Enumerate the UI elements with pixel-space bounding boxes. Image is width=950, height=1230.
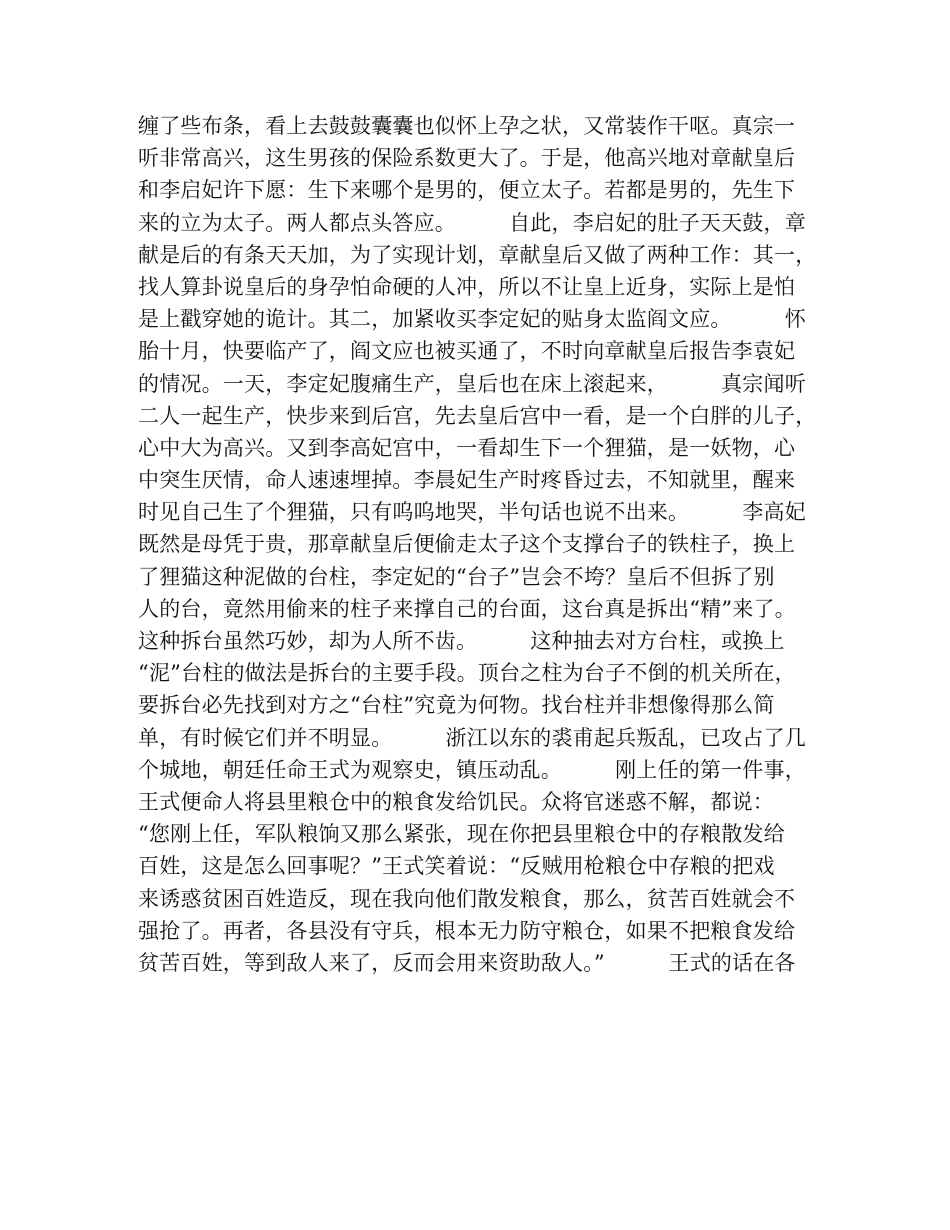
text-line-1: 缠了些布条，看上去鼓鼓囊囊也似怀上孕之状，又常装作干呕。真宗一 [138,114,796,138]
text-line-19: 要拆台必先找到对方之“台柱”究竟为何物。找台柱并非想像得那么简 [138,693,775,718]
text-line-27: 贫苦百姓，等到敌人来了，反而会用来资助敌人。” 王式的话在各 [138,950,796,975]
text-line-11: 心中大为高兴。又到李高妃宫中，一看却生下一个狸猫，是一妖物，心 [138,435,796,460]
text-line-9: 的情况。一天，李定妃腹痛生产，皇后也在床上滚起来， 真宗闻听 [138,371,806,396]
text-line-7: 是上戳穿她的诡计。其二，加紧收买李定妃的贴身太监阎文应。 怀 [138,307,806,332]
text-line-2: 听非常高兴，这生男孩的保险系数更大了。于是，他高兴地对章献皇后 [138,146,796,171]
text-line-4: 来的立为太子。两人都点头答应。 自此，李启妃的肚子天天鼓，章 [138,210,806,235]
text-line-5: 献是后的有条天天加，为了实现计划，章献皇后又做了两种工作：其一， [138,242,817,267]
text-line-10: 二人一起生产，快步来到后宫，先去皇后宫中一看，是一个白胖的儿子， [138,403,817,428]
text-line-23: “您刚上任，军队粮饷又那么紧张，现在你把县里粮仓中的存粮散发给 [138,822,785,847]
text-line-20: 单，有时候它们并不明显。 浙江以东的裘甫起兵叛乱，已攻占了几 [138,725,806,750]
text-line-16: 人的台，竟然用偷来的柱子来撑自己的台面，这台真是拆出“精”来了。 [138,596,796,621]
text-line-15: 了狸猫这种泥做的台柱，李定妃的“台子”岂会不垮？皇后不但拆了别 [138,564,775,589]
text-line-18: “泥”台柱的做法是拆台的主要手段。顶台之柱为台子不倒的机关所在， [138,661,796,686]
text-line-25: 来诱惑贫困百姓造反，现在我向他们散发粮食，那么，贫苦百姓就会不 [138,886,796,911]
text-line-26: 强抢了。再者，各县没有守兵，根本无力防守粮仓，如果不把粮食发给 [138,918,796,943]
text-line-8: 胎十月，快要临产了，阎文应也被买通了，不时向章献皇后报告李袁妃 [138,339,796,364]
text-line-6: 找人算卦说皇后的身孕怕命硬的人冲，所以不让皇上近身，实际上是怕 [138,274,796,299]
text-line-17: 这种拆台虽然巧妙，却为人所不齿。 这种抽去对方台柱，或换上 [138,629,785,653]
text-line-21: 个城地，朝廷任命王式为观察史，镇压动乱。 刚上任的第一件事， [138,757,806,782]
text-line-24: 百姓，这是怎么回事呢？”王式笑着说：“反贼用枪粮仓中存粮的把戏 [138,854,775,879]
text-line-22: 王式便命人将县里粮仓中的粮食发给饥民。众将官迷惑不解，都说： [138,789,774,814]
text-line-3: 和李启妃许下愿：生下来哪个是男的，便立太子。若都是男的，先生下 [138,178,796,203]
body-text [138,110,838,979]
text-line-12: 中突生厌情，命人速速埋掉。李晨妃生产时疼昏过去，不知就里，醒来 [138,468,796,493]
text-line-13: 时见自己生了个狸猫，只有呜呜地哭，半句话也说不出来。 李高妃 [138,500,806,525]
text-line-14: 既然是母凭于贵，那章献皇后便偷走太子这个支撑台子的铁柱子，换上 [138,532,796,557]
